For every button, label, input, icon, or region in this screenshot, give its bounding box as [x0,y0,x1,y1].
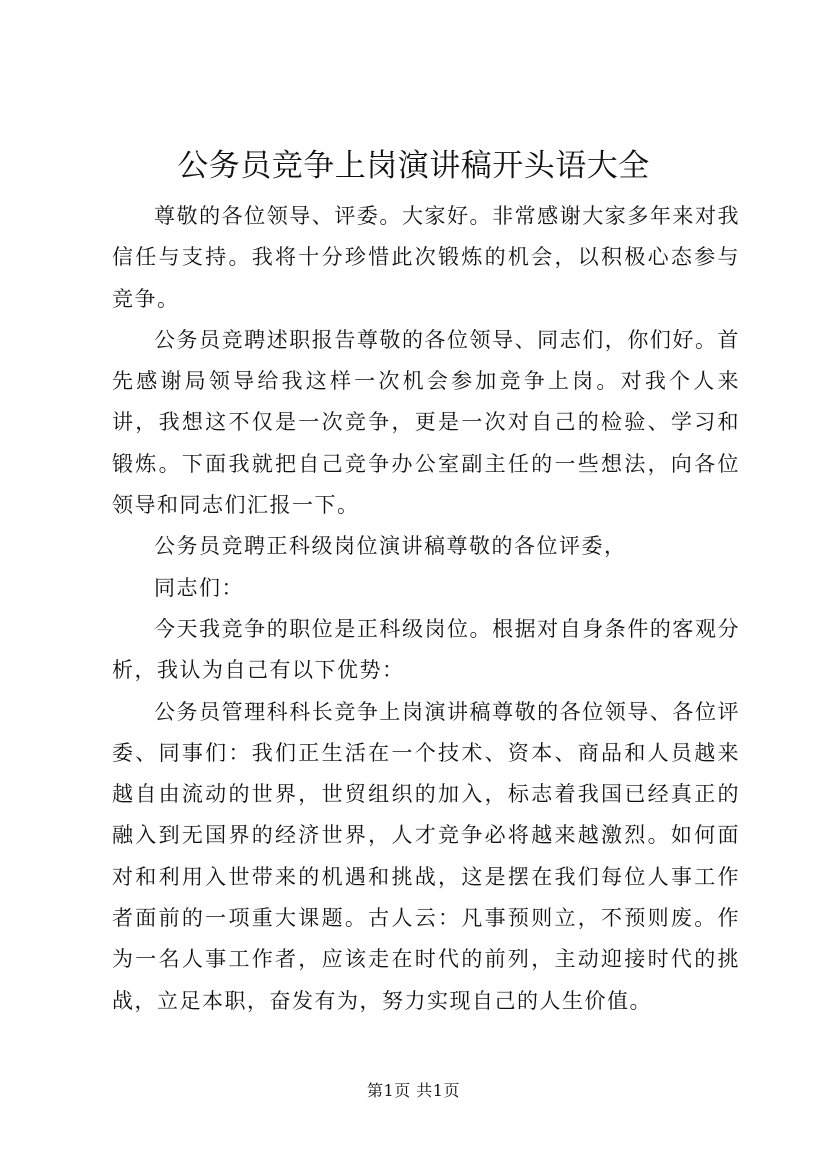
paragraph-advantages: 今天我竞争的职位是正科级岗位。根据对自身条件的客观分析，我认为自己有以下优势： [112,616,740,683]
paragraph-report: 公务员竞聘述职报告尊敬的各位领导、同志们，你们好。首先感谢局领导给我这样一次机会参加竞争上岗。对我个人来讲，我想这不仅是一次竞争，更是一次对自己的检验、学习和锻炼。下面我就把自己竞争办公室副主任的一些想法，向各位领导和同志们汇报一下。 [112,327,740,518]
document-body [112,196,740,1022]
paragraph-greeting: 尊敬的各位领导、评委。大家好。非常感谢大家多年来对我信任与支持。我将十分珍惜此次锻炼的机会，以积极心态参与竞争。 [112,204,740,311]
document-title: 公务员竞争上岗演讲稿开头语大全 [177,148,650,184]
paragraph-section-heading: 公务员竞聘正科级岗位演讲稿尊敬的各位评委， [154,534,627,559]
paragraph-manager-speech: 公务员管理科科长竞争上岗演讲稿尊敬的各位领导、各位评委、同事们：我们正生活在一个技术、资本、商品和人员越来越自由流动的世界，世贸组织的加入，标志着我国已经真正的融入到无国界的经济世界，人才竞争必将越来越激烈。如何面对和利用入世带来的机遇和挑战，这是摆在我们每位人事工作者面前的一项重大课题。古人云：凡事预则立，不预则废。作为一名人事工作者，应该走在时代的前列，主动迎接时代的挑战，立足本职，奋发有为，努力实现自己的人生价值。 [112,699,740,1013]
page-number-footer: 第1页 共1页 [367,1081,460,1100]
paragraph-salutation: 同志们： [154,575,244,600]
